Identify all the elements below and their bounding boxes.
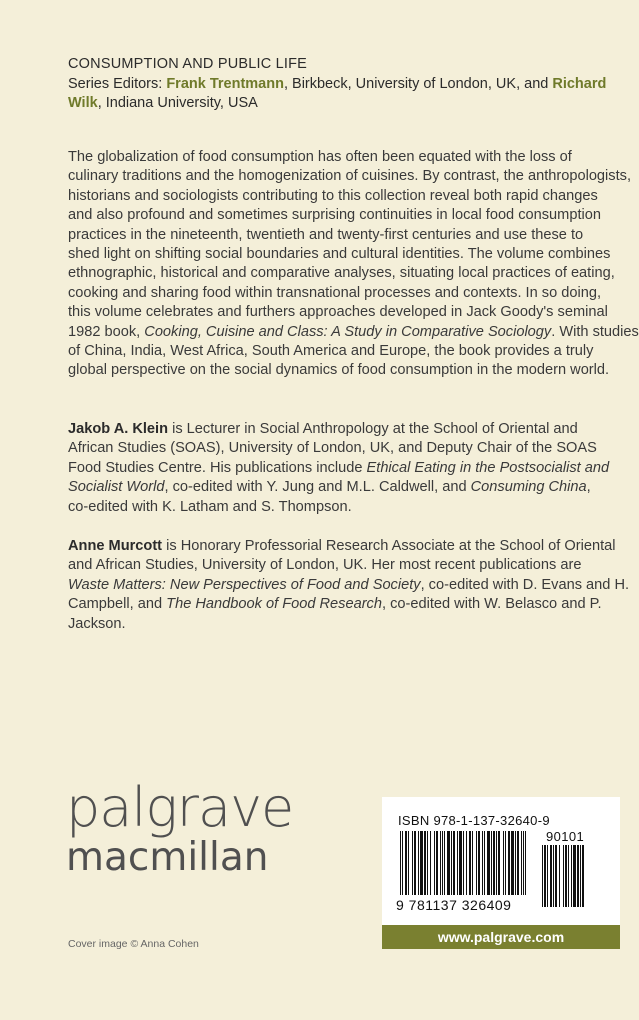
editor-name: Richard xyxy=(552,75,607,92)
blurb-line: shed light on shifting social boundaries and cultural identities. The volume combines xyxy=(68,246,611,263)
book-blurb xyxy=(68,148,639,381)
barcode-bars-icon xyxy=(400,831,538,895)
book-title-reference: Ethical Eating in the Postsocialist and xyxy=(366,459,610,476)
addon-bars-icon xyxy=(542,845,598,907)
blurb-line: culinary traditions and the homogenization of cuisines. By contrast, the anthropologists, xyxy=(68,168,631,185)
isbn-label: ISBN 978-1-137-32640-9 xyxy=(398,813,550,828)
blurb-line: global perspective on the social dynamics of food consumption in the modern world. xyxy=(68,362,610,379)
publisher-url[interactable]: www.palgrave.com xyxy=(382,925,620,949)
blurb-line: cooking and sharing food within transnational processes and contexts. In so doing, xyxy=(68,284,602,301)
blurb-line: The globalization of food consumption has often been equated with the loss of xyxy=(68,149,572,165)
blurb-text: 1982 book, xyxy=(68,323,145,340)
book-title-reference: Waste Matters: New Perspectives of Food and Society xyxy=(68,576,421,593)
book-title-reference: Socialist World xyxy=(68,479,165,496)
editor-affiliation: , Indiana University, USA xyxy=(97,95,258,111)
logo-wordmark-macmillan: macmillan xyxy=(66,835,269,880)
editor-name: Frank Trentmann xyxy=(166,75,284,92)
editors-prefix: Series Editors: xyxy=(68,75,167,92)
bio-name: Jakob A. Klein xyxy=(68,421,169,437)
series-title: CONSUMPTION AND PUBLIC LIFE xyxy=(68,56,308,72)
isbn-barcode xyxy=(382,797,620,925)
bio-name: Anne Murcott xyxy=(68,538,163,554)
editor-affiliation: , Birkbeck, University of London, UK, and xyxy=(283,75,553,92)
logo-wordmark-palgrave: palgrave xyxy=(66,776,294,839)
editor-bio-murcott: Anne Murcott is Honorary Professorial Research Associate at the School of Oriental and African Studies, University of London, UK. Her most recent publications are Waste Matters: New Perspectives of Food and Society, co-edited with D. Evans and H. Campbell, and The Handbook of Food Research, co-edited with W. Belasco and P. Jackson. xyxy=(68,538,630,632)
blurb-line: historians and sociologists contributing to this collection reveal both rapid changes xyxy=(68,187,598,204)
book-title-reference: The Handbook of Food Research xyxy=(166,596,382,613)
editor-bio-klein: Jakob A. Klein is Lecturer in Social Anthropology at the School of Oriental and African Studies (SOAS), University of London, UK, and Deputy Chair of the SOAS Food Studies Centre. His publications include Ethical Eating in the Postsocialist and Socialist World, co-edited with Y. Jung and M.L. Caldwell, and Consuming China, co-edited with K. Latham and S. Thompson. xyxy=(68,421,610,515)
blurb-line xyxy=(68,323,639,342)
blurb-line: practices in the nineteenth, twentieth and twenty-first centuries and use these to xyxy=(68,226,584,243)
publisher-logo xyxy=(66,776,294,880)
book-title-reference: Consuming China xyxy=(470,479,587,496)
isbn-digits: 9 781137 326409 xyxy=(396,897,512,913)
series-info xyxy=(68,55,608,114)
book-title-reference: Cooking, Cuisine and Class: A Study in Comparative Sociology xyxy=(144,323,552,340)
cover-image-credit: Cover image © Anna Cohen xyxy=(68,938,199,950)
barcode-addon-digits: 90101 xyxy=(546,829,585,844)
blurb-text: . With studies xyxy=(551,323,639,340)
blurb-line: this volume celebrates and furthers approaches developed in Jack Goody's seminal xyxy=(68,304,608,321)
blurb-line: ethnographic, historical and comparative analyses, situating local practices of eating, xyxy=(68,265,615,282)
blurb-line: and also profound and sometimes surprising continuities in local food consumption xyxy=(68,207,601,224)
series-editors xyxy=(68,75,608,114)
blurb-line: of China, India, West Africa, South America and Europe, the book provides a truly xyxy=(68,343,594,360)
editor-name: Wilk xyxy=(68,95,98,111)
